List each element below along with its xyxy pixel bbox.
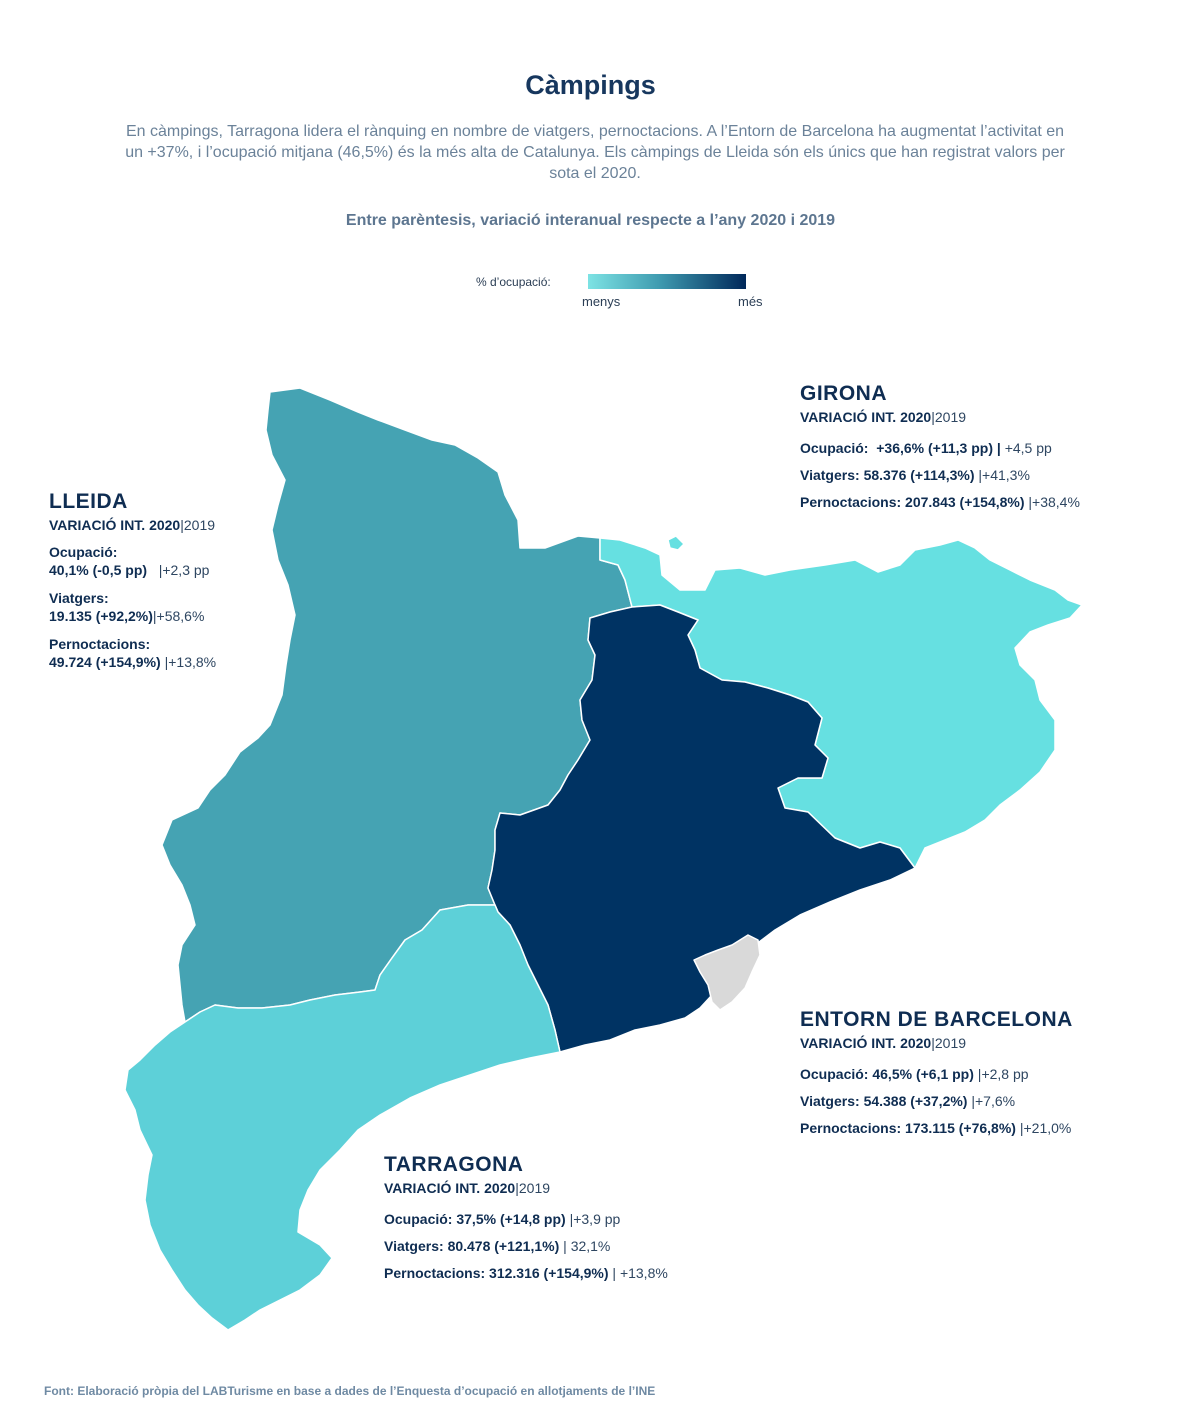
variation-heading: VARIACIÓ INT. 2020|2019 — [384, 1180, 551, 1196]
panel-girona — [800, 382, 1160, 511]
variation-heading: VARIACIÓ INT. 2020|2019 — [800, 409, 967, 425]
stat-nights: Pernoctacions: 173.115 (+76,8%) |+21,0% — [800, 1120, 1072, 1136]
stat-nights: Pernoctacions: 49.724 (+154,9%) |+13,8% — [49, 636, 217, 670]
panel-lleida — [49, 490, 309, 671]
stat-travellers: Viatgers: 80.478 (+121,1%) | 32,1% — [384, 1238, 611, 1254]
legend-label: % d’ocupació: — [476, 275, 551, 289]
region-name-entorn-barcelona: ENTORN DE BARCELONA — [800, 1008, 1073, 1031]
stat-travellers: Viatgers: 54.388 (+37,2%) |+7,6% — [800, 1093, 1016, 1109]
variation-heading: VARIACIÓ INT. 2020|2019 — [800, 1035, 967, 1051]
subtitle: Entre parèntesis, variació interanual respecte a l’any 2020 i 2019 — [345, 212, 836, 229]
enclave-llivia — [668, 536, 684, 550]
stat-occupation: Ocupació: 40,1% (-0,5 pp) |+2,3 pp — [49, 544, 210, 578]
region-name-tarragona: TARRAGONA — [384, 1153, 524, 1176]
panel-entorn-barcelona — [800, 1008, 1170, 1137]
stat-occupation: Ocupació: 37,5% (+14,8 pp) |+3,9 pp — [384, 1211, 621, 1227]
stat-occupation: Ocupació: 46,5% (+6,1 pp) |+2,8 pp — [800, 1066, 1029, 1082]
legend-min-label: menys — [582, 294, 621, 309]
variation-heading: VARIACIÓ INT. 2020|2019 — [49, 517, 216, 533]
legend-max-label: més — [738, 294, 763, 309]
stat-nights: Pernoctacions: 312.316 (+154,9%) | +13,8% — [384, 1265, 668, 1281]
stat-travellers: Viatgers: 19.135 (+92,2%)|+58,6% — [49, 590, 205, 624]
source-note: Font: Elaboració pròpia del LABTurisme en base a dades de l’Enquesta d’ocupació en allotjaments de l’INE — [44, 1384, 656, 1398]
panel-tarragona — [384, 1153, 754, 1282]
stat-occupation: Ocupació: +36,6% (+11,3 pp) | +4,5 pp — [800, 440, 1052, 456]
region-name-girona: GIRONA — [800, 382, 887, 405]
stat-nights: Pernoctacions: 207.843 (+154,8%) |+38,4% — [800, 494, 1080, 510]
region-name-lleida: LLEIDA — [49, 490, 128, 513]
page-title: Càmpings — [525, 70, 656, 100]
intro-text: En càmpings, Tarragona lidera el rànquing en nombre de viatgers, pernoctacions. A l’Entorn de Barcelona ha augmentat l’activitat en un +37%, i l’ocupació mitjana (46,5%) és la més alta de Catalunya. Els càmpings de Lleida són els únics que han registrat valors per sota el 2020. — [125, 123, 1065, 182]
stat-travellers: Viatgers: 58.376 (+114,3%) |+41,3% — [800, 467, 1030, 483]
